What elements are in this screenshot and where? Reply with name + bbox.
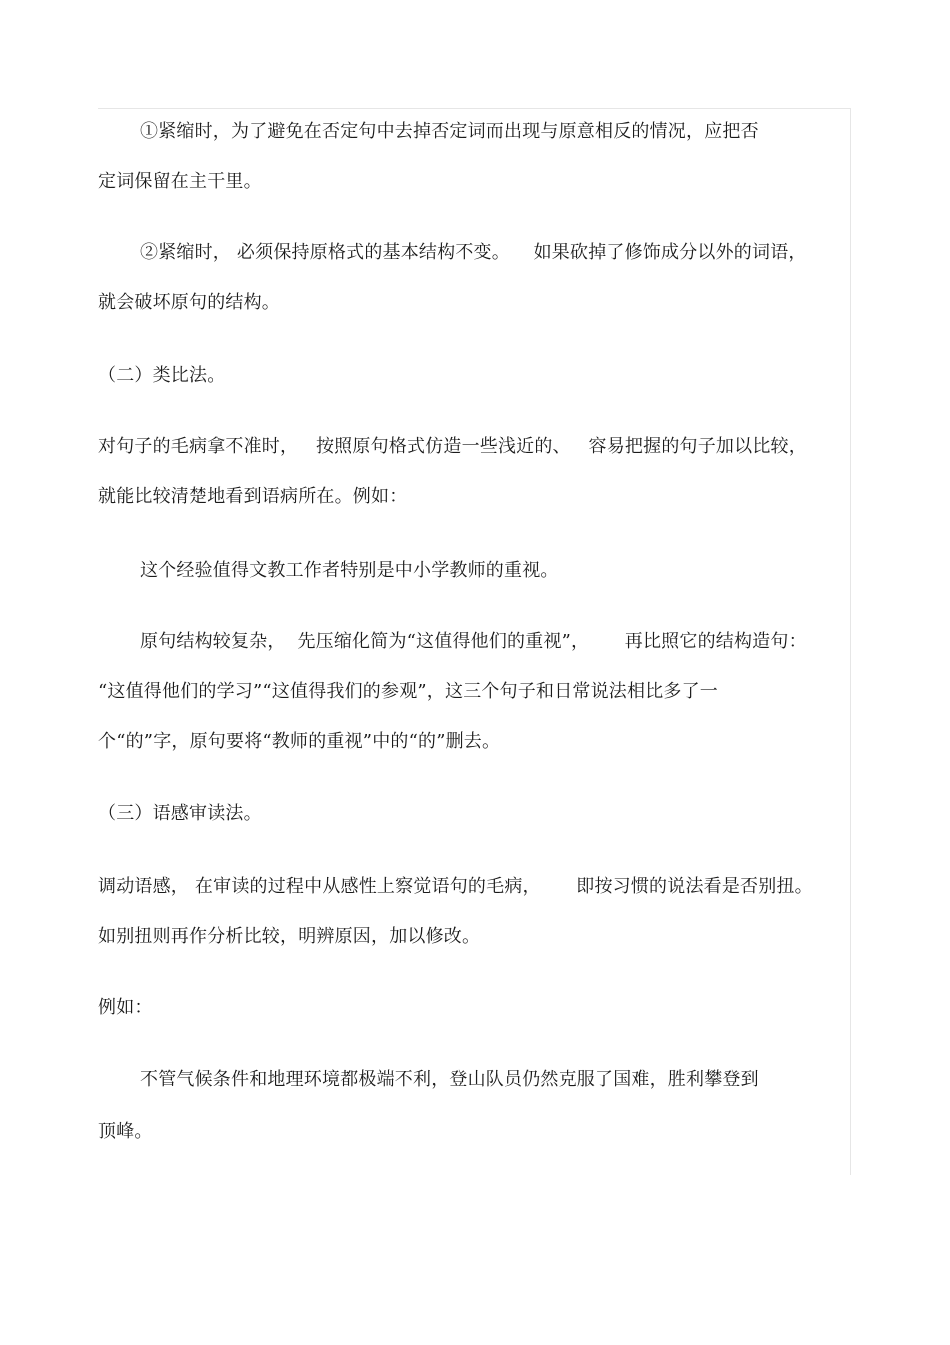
text-line-2: 定词保留在主干里。 [98, 171, 262, 192]
text-line-11: 个“的”字，原句要将“教师的重视”中的“的”删去。 [98, 731, 501, 752]
text-line-7: 就能比较清楚地看到语病所在。例如： [98, 486, 408, 507]
text-line-3: ②紧缩时， 必须保持原格式的基本结构不变。 如果砍掉了修饰成分以外的词语， [140, 242, 807, 263]
text-line-10: “这值得他们的学习”“这值得我们的参观”，这三个句子和日常说法相比多了一 [98, 681, 719, 702]
text-line-1: ①紧缩时，为了避免在否定句中去掉否定词而出现与原意相反的情况，应把否 [140, 121, 759, 142]
text-line-4: 就会破坏原句的结构。 [98, 292, 280, 313]
section-heading-2: （二）类比法。 [98, 365, 226, 386]
example-sentence-2: 不管气候条件和地理环境都极端不利，登山队员仍然克服了国难，胜利攀登到 [140, 1069, 759, 1090]
text-line-15: 例如： [98, 997, 153, 1018]
section-heading-3: （三）语感审读法。 [98, 803, 262, 824]
text-line-17: 顶峰。 [98, 1121, 153, 1142]
text-line-9: 原句结构较复杂， 先压缩化简为“这值得他们的重视”， 再比照它的结构造句： [140, 631, 807, 652]
text-line-13: 调动语感， 在审读的过程中从感性上察觉语句的毛病， 即按习惯的说法看是否别扭。 [98, 876, 813, 897]
text-line-14: 如别扭则再作分析比较，明辨原因，加以修改。 [98, 926, 481, 947]
text-line-6: 对句子的毛病拿不准时， 按照原句格式仿造一些浅近的、 容易把握的句子加以比较， [98, 436, 807, 457]
example-sentence-1: 这个经验值得文教工作者特别是中小学教师的重视。 [140, 560, 559, 581]
